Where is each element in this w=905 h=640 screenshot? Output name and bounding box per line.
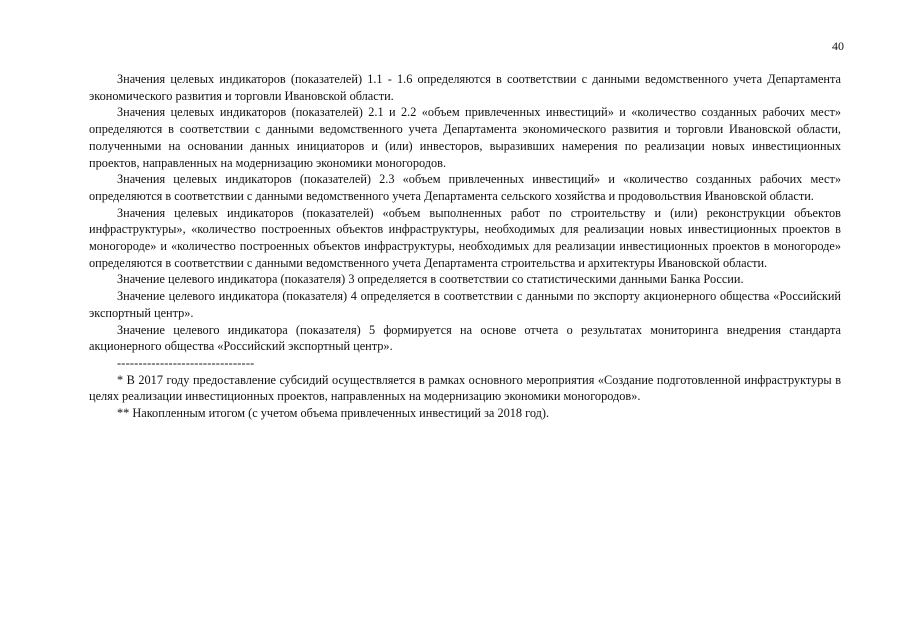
paragraph-indicator-3: Значение целевого индикатора (показателя) 3 определяется в соответствии со статистическими данными Банка России. xyxy=(117,272,744,287)
footnote-double-asterisk: ** Накопленным итогом (с учетом объема привлеченных инвестиций за 2018 год). xyxy=(117,406,550,421)
paragraph-indicator-2-3: Значения целевых индикаторов (показателей) 2.3 «объем привлеченных инвестиций» и «количество созданных рабочих мест» определяются в соответствии с данными ведомственного учета Департамента сельского хозяйства и продовольствия Ивановской области. xyxy=(89,172,841,203)
paragraph-indicator-5: Значение целевого индикатора (показателя) 5 формируется на основе отчета о результатах мониторинга внедрения стандарта акционерного общества «Российский экспортный центр». xyxy=(89,322,841,354)
document-body xyxy=(89,71,841,422)
paragraph-indicators-1-1-1-6: Значения целевых индикаторов (показателей) 1.1 - 1.6 определяются в соответствии с данными ведомственного учета Департамента экономического развития и торговли Ивановской области. xyxy=(89,72,841,103)
footnote-separator: -------------------------------- xyxy=(117,355,255,370)
paragraph-infrastructure-indicators: Значения целевых индикаторов (показателей) «объем выполненных работ по строительству и (или) реконструкции объектов инфраструктуры», «количество построенных объектов инфраструктуры, необходимых для реализации новых инвестиционных проектов в моногороде» и «количество построенных объектов инфраструктуры, необходимых для реализации инвестиционных проектов в моногороде» определяются в соответствии с данными ведомственного учета Департамента строительства и архитектуры Ивановской области. xyxy=(89,205,841,270)
footnote-single-asterisk: * В 2017 году предоставление субсидий осуществляется в рамках основного мероприятия «Создание подготовленной инфраструктуры в целях реализации инвестиционных проектов, направленных на модернизацию экономики моногородов». xyxy=(89,372,841,404)
page-number: 40 xyxy=(832,39,844,53)
paragraph-indicators-2-1-2-2: Значения целевых индикаторов (показателей) 2.1 и 2.2 «объем привлеченных инвестиций» и «количество созданных рабочих мест» определяются в соответствии с данными ведомственного учета Департамента экономического развития и торговли Ивановской области, полученными на основании данных инициаторов и (или) инвесторов, выразивших намерения по реализации новых инвестиционных проектов, направленных на модернизацию экономики моногородов. xyxy=(89,105,841,170)
paragraph-indicator-4: Значение целевого индикатора (показателя) 4 определяется в соответствии с данными по экспорту акционерного общества «Российский экспортный центр». xyxy=(89,289,841,320)
